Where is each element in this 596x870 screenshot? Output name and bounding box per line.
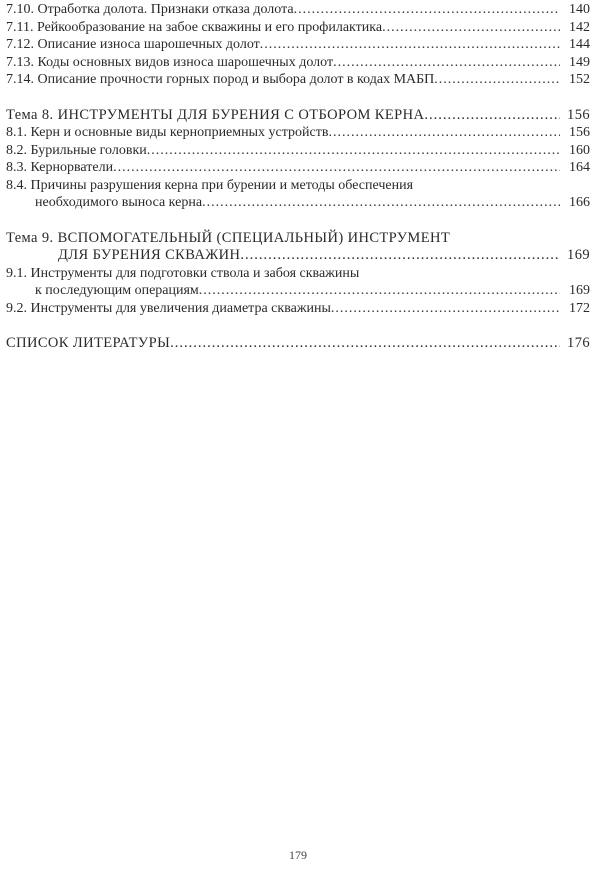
table-of-contents	[6, 1, 590, 353]
toc-entry-7-12	[6, 36, 590, 54]
toc-entry-label: 7.11. Рейкообразование на забое скважины и его профилактика	[6, 19, 383, 35]
toc-entry-label: к последующим операциям	[35, 283, 199, 298]
page-number: 179	[289, 848, 307, 862]
toc-entry-label: 9.2. Инструменты для увеличения диаметра скважины	[6, 300, 331, 316]
toc-entry-page: 144	[569, 37, 590, 52]
spacer	[6, 212, 590, 230]
toc-entry-7-10	[6, 1, 590, 19]
toc-entry-7-14	[6, 71, 590, 89]
toc-heading-topic-9-line2	[6, 247, 590, 265]
leader-dots	[424, 107, 560, 125]
toc-entry-page: 169	[569, 283, 590, 298]
toc-entry-label: 7.14. Описание прочности горных пород и выбора долот в кодах МАБП	[6, 72, 435, 87]
leader-dots	[331, 300, 560, 318]
toc-entry-page: 166	[569, 195, 590, 210]
toc-entry-8-4-line1: 8.4. Причины разрушения керна при бурении и методы обеспечения	[6, 177, 414, 193]
toc-entry-page: 140	[569, 2, 590, 17]
leader-dots	[294, 1, 560, 19]
leader-dots	[382, 19, 560, 37]
toc-entry-label: 7.12. Описание износа шарошечных долот	[6, 37, 260, 52]
toc-entry-8-2	[6, 142, 590, 160]
toc-entry-page: 176	[567, 335, 590, 351]
toc-entry-9-1-line1: 9.1. Инструменты для подготовки ствола и забоя скважины	[6, 265, 360, 281]
leader-dots	[199, 282, 560, 300]
toc-entry-page: 160	[569, 142, 590, 158]
toc-entry-references	[6, 335, 590, 353]
toc-heading-topic-9-line1: Тема 9. ВСПОМОГАТЕЛЬНЫЙ (СПЕЦИАЛЬНЫЙ) ИНСТРУМЕНТ	[6, 229, 451, 246]
toc-entry-page: 164	[569, 160, 590, 175]
toc-entry-9-1-line2	[6, 282, 590, 300]
toc-entry-8-4-line2	[6, 194, 590, 212]
toc-entry-label: необходимого выноса керна	[35, 195, 203, 210]
leader-dots	[170, 335, 560, 353]
toc-entry-label: 7.13. Коды основных видов износа шарошечных долот	[6, 54, 334, 70]
toc-entry-7-11	[6, 19, 590, 37]
leader-dots	[240, 247, 560, 265]
toc-heading-page: 169	[567, 247, 590, 263]
toc-entry-page: 142	[569, 19, 590, 35]
leader-dots	[328, 124, 560, 142]
toc-entry-page: 156	[569, 125, 590, 140]
leader-dots	[202, 194, 560, 212]
leader-dots	[113, 159, 560, 177]
leader-dots	[260, 36, 560, 54]
spacer	[6, 317, 590, 335]
toc-heading-label: ДЛЯ БУРЕНИЯ СКВАЖИН	[58, 247, 241, 263]
toc-entry-page: 172	[569, 300, 590, 316]
leader-dots	[147, 142, 560, 160]
toc-entry-page: 149	[569, 54, 590, 70]
leader-dots	[434, 71, 560, 89]
toc-entry-8-1	[6, 124, 590, 142]
toc-entry-label: 8.2. Бурильные головки	[6, 142, 147, 158]
toc-entry-page: 152	[569, 72, 590, 87]
toc-entry-9-2	[6, 300, 590, 318]
toc-entry-8-3	[6, 159, 590, 177]
toc-entry-label: СПИСОК ЛИТЕРАТУРЫ	[6, 335, 171, 351]
toc-heading-topic-8	[6, 107, 590, 125]
toc-entry-label: 7.10. Отработка долота. Признаки отказа долота	[6, 2, 294, 17]
toc-heading-label: Тема 8. ИНСТРУМЕНТЫ ДЛЯ БУРЕНИЯ С ОТБОРОМ КЕРНА	[6, 106, 425, 123]
toc-entry-label: 8.3. Кернорватели	[6, 160, 114, 175]
toc-heading-page: 156	[567, 106, 590, 123]
toc-entry-7-13	[6, 54, 590, 72]
toc-entry-label: 8.1. Керн и основные виды керноприемных устройств	[6, 125, 329, 140]
leader-dots	[333, 54, 560, 72]
spacer	[6, 89, 590, 107]
